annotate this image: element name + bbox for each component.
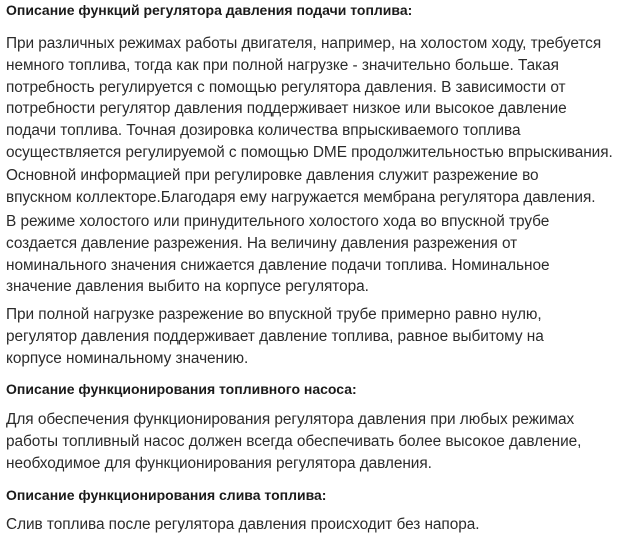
paragraph-full-load — [6, 304, 624, 369]
text-line: создается давление разрежения. На величину давления разрежения от — [6, 234, 518, 252]
text-line: При различных режимах работы двигателя, например, на холостом ходу, требуется — [6, 35, 602, 52]
paragraph-fuel-drain — [6, 514, 624, 536]
text-line: Слив топлива после регулятора давления происходит без напора. — [6, 516, 480, 533]
text-line: необходимое для функционирования регулятора давления. — [6, 454, 432, 472]
text-line: впускном коллекторе.Благодаря ему нагружается мембрана регулятора давления. — [6, 188, 596, 206]
heading-regulator-functions: Описание функций регулятора давления подачи топлива: — [6, 2, 413, 18]
text-line: Основной информацией при регулировке давления служит разрежение во — [6, 167, 539, 184]
text-line: Для обеспечения функционирования регулятора давления при любых режимах — [6, 411, 575, 428]
paragraph-vacuum-info — [6, 165, 624, 209]
text-line: подачи топлива. Точная дозировка количества впрыскиваемого топлива — [6, 122, 521, 140]
text-line: В режиме холостого или принудительного холостого хода во впускной трубе — [6, 213, 550, 230]
paragraph-idle-mode — [6, 211, 624, 298]
text-line: регулятор давления поддерживает давление топлива, равное выбитому на — [6, 327, 544, 345]
text-line: номинального значения снижается давление подачи топлива. Номинальное — [6, 256, 550, 274]
heading-fuel-drain: Описание функционирования слива топлива: — [6, 487, 327, 503]
text-line: осуществляется регулируемой с помощью DME продолжительностью впрыскивания. — [6, 143, 613, 161]
text-line: работы топливный насос должен всегда обеспечивать более высокое давление, — [6, 432, 582, 450]
text-line: значение давления выбито на корпусе регулятора. — [6, 278, 369, 296]
heading-fuel-pump: Описание функционирования топливного насоса: — [6, 381, 357, 397]
text-line: корпусе номинальному значению. — [6, 349, 249, 367]
text-line: При полной нагрузке разрежение во впускной трубе примерно равно нулю, — [6, 306, 542, 323]
text-line: потребности регулятор давления поддерживает низкое или высокое давление — [6, 100, 567, 118]
text-line: немного топлива, тогда как при полной нагрузке - значительно больше. Такая — [6, 56, 559, 74]
text-line: потребность регулируется с помощью регулятора давления. В зависимости от — [6, 78, 566, 96]
paragraph-regulator-demand — [6, 33, 624, 164]
paragraph-fuel-pump — [6, 409, 624, 474]
